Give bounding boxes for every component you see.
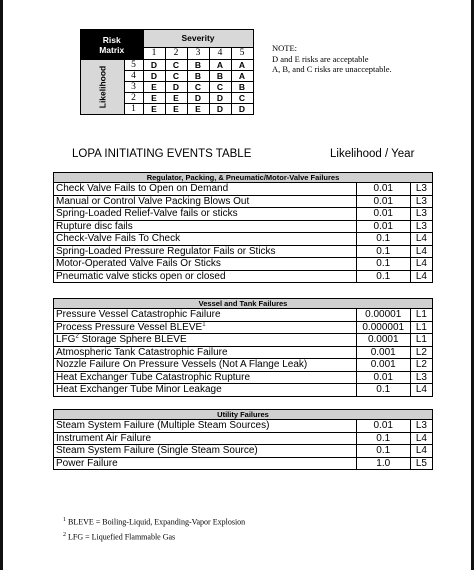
event-name: Instrument Air Failure xyxy=(54,432,357,445)
risk-cell: C xyxy=(165,71,187,82)
likelihood-level-code: L3 xyxy=(410,220,432,233)
risk-cell: E xyxy=(165,104,187,115)
severity-level: 2 xyxy=(165,47,187,59)
event-name: Heat Exchanger Tube Catastrophic Rupture xyxy=(54,371,357,384)
footnote: $^2$ LFG = Liquefied Flammable Gas xyxy=(63,531,176,542)
risk-cell: D xyxy=(165,82,187,93)
table-row xyxy=(54,245,433,258)
likelihood-header: Likelihood xyxy=(81,60,125,115)
risk-cell: C xyxy=(231,93,253,104)
table-row xyxy=(54,309,433,322)
severity-level: 3 xyxy=(187,47,209,59)
event-name: Rupture disc fails xyxy=(54,220,357,233)
event-frequency: 0.001 xyxy=(356,346,410,359)
table-row xyxy=(54,258,433,271)
event-table xyxy=(53,409,433,470)
table-row xyxy=(54,346,433,359)
likelihood-level: 5 xyxy=(124,60,143,71)
risk-cell: D xyxy=(209,93,231,104)
risk-cell: D xyxy=(143,60,165,71)
event-frequency: 0.000001 xyxy=(356,321,410,334)
likelihood-level-code: L4 xyxy=(410,270,432,283)
event-frequency: 0.1 xyxy=(356,258,410,271)
event-name: Spring-Loaded Relief-Valve fails or sticks xyxy=(54,208,357,221)
likelihood-level-code: L2 xyxy=(410,346,432,359)
risk-cell: C xyxy=(187,82,209,93)
likelihood-level-code: L4 xyxy=(410,258,432,271)
risk-cell: B xyxy=(231,82,253,93)
risk-cell: A xyxy=(231,71,253,82)
risk-cell: D xyxy=(231,104,253,115)
severity-level: 4 xyxy=(209,47,231,59)
table-row xyxy=(54,183,433,196)
risk-cell: C xyxy=(209,82,231,93)
likelihood-level-code: L1 xyxy=(410,334,432,347)
risk-cell: B xyxy=(187,71,209,82)
event-table xyxy=(53,172,433,283)
event-name: Spring-Loaded Pressure Regulator Fails or Sticks xyxy=(54,245,357,258)
risk-matrix-title: Risk Matrix xyxy=(81,30,144,60)
likelihood-level-code: L3 xyxy=(410,208,432,221)
risk-cell: E xyxy=(143,104,165,115)
risk-cell: E xyxy=(143,82,165,93)
table-row xyxy=(54,432,433,445)
risk-matrix xyxy=(80,29,254,115)
likelihood-level-code: L2 xyxy=(410,359,432,372)
likelihood-level-code: L4 xyxy=(410,384,432,397)
note-title: NOTE: xyxy=(272,43,298,53)
event-frequency: 0.01 xyxy=(356,420,410,433)
event-name: LFG$^2$ Storage Sphere BLEVE xyxy=(54,334,357,347)
risk-note xyxy=(272,43,392,75)
section-header: Vessel and Tank Failures xyxy=(54,299,433,309)
likelihood-level-code: L1 xyxy=(410,321,432,334)
risk-cell: A xyxy=(209,60,231,71)
table-row xyxy=(54,371,433,384)
table-row xyxy=(54,384,433,397)
event-frequency: 0.1 xyxy=(356,432,410,445)
risk-cell: E xyxy=(187,104,209,115)
event-name: Power Failure xyxy=(54,457,357,470)
event-frequency: 0.0001 xyxy=(356,334,410,347)
severity-level: 1 xyxy=(143,47,165,59)
risk-cell: D xyxy=(187,93,209,104)
likelihood-level: 1 xyxy=(124,104,143,115)
likelihood-level-code: L4 xyxy=(410,445,432,458)
section-header: Utility Failures xyxy=(54,410,433,420)
note-line: A, B, and C risks are unacceptable. xyxy=(272,64,392,74)
event-name: Check-Valve Fails To Check xyxy=(54,233,357,246)
likelihood-level-code: L3 xyxy=(410,195,432,208)
event-name: Pressure Vessel Catastrophic Failure xyxy=(54,309,357,322)
likelihood-level-code: L3 xyxy=(410,420,432,433)
likelihood-level-code: L4 xyxy=(410,233,432,246)
event-frequency: 1.0 xyxy=(356,457,410,470)
event-frequency: 0.01 xyxy=(356,195,410,208)
table-row xyxy=(54,233,433,246)
table-row xyxy=(54,270,433,283)
note-line: D and E risks are acceptable xyxy=(272,53,369,64)
likelihood-column-title: Likelihood / Year xyxy=(330,148,415,160)
table-row xyxy=(54,208,433,221)
risk-cell: D xyxy=(209,104,231,115)
risk-cell: B xyxy=(187,60,209,71)
event-table xyxy=(53,298,433,397)
likelihood-level-code: L5 xyxy=(410,457,432,470)
likelihood-level: 2 xyxy=(124,93,143,104)
table-row xyxy=(54,445,433,458)
risk-cell: A xyxy=(231,60,253,71)
event-frequency: 0.001 xyxy=(356,359,410,372)
likelihood-level-code: L3 xyxy=(410,371,432,384)
event-frequency: 0.01 xyxy=(356,371,410,384)
event-name: Process Pressure Vessel BLEVE$^1$ xyxy=(54,321,357,334)
table-row xyxy=(54,334,433,347)
event-name: Pneumatic valve sticks open or closed xyxy=(54,270,357,283)
event-frequency: 0.01 xyxy=(356,183,410,196)
risk-cell: E xyxy=(143,93,165,104)
event-frequency: 0.1 xyxy=(356,245,410,258)
likelihood-level-code: L4 xyxy=(410,432,432,445)
left-border xyxy=(0,0,3,570)
event-name: Manual or Control Valve Packing Blows Out xyxy=(54,195,357,208)
event-frequency: 0.01 xyxy=(356,208,410,221)
table-title: LOPA INITIATING EVENTS TABLE xyxy=(72,148,252,160)
table-row xyxy=(54,220,433,233)
likelihood-level-code: L4 xyxy=(410,245,432,258)
event-name: Steam System Failure (Single Steam Source) xyxy=(54,445,357,458)
event-frequency: 0.01 xyxy=(356,220,410,233)
event-name: Atmospheric Tank Catastrophic Failure xyxy=(54,346,357,359)
severity-header: Severity xyxy=(143,30,253,48)
event-name: Steam System Failure (Multiple Steam Sources) xyxy=(54,420,357,433)
event-name: Heat Exchanger Tube Minor Leakage xyxy=(54,384,357,397)
event-name: Motor-Operated Valve Fails Or Sticks xyxy=(54,258,357,271)
likelihood-level: 4 xyxy=(124,71,143,82)
risk-cell: B xyxy=(209,71,231,82)
table-row xyxy=(54,195,433,208)
event-frequency: 0.1 xyxy=(356,270,410,283)
table-row xyxy=(54,420,433,433)
risk-cell: D xyxy=(143,71,165,82)
event-frequency: 0.1 xyxy=(356,384,410,397)
table-row xyxy=(54,359,433,372)
event-frequency: 0.00001 xyxy=(356,309,410,322)
event-frequency: 0.1 xyxy=(356,445,410,458)
event-frequency: 0.1 xyxy=(356,233,410,246)
severity-level: 5 xyxy=(231,47,253,59)
event-name: Check Valve Fails to Open on Demand xyxy=(54,183,357,196)
footnotes xyxy=(63,514,245,543)
likelihood-level: 3 xyxy=(124,82,143,93)
risk-cell: E xyxy=(165,93,187,104)
section-header: Regulator, Packing, & Pneumatic/Motor-Valve Failures xyxy=(54,173,433,183)
footnote: $^1$ BLEVE = Boiling-Liquid, Expanding-Vapor Explosion xyxy=(63,517,246,527)
risk-cell: C xyxy=(165,60,187,71)
event-name: Nozzle Failure On Pressure Vessels (Not A Flange Leak) xyxy=(54,359,357,372)
likelihood-level-code: L3 xyxy=(410,183,432,196)
table-row xyxy=(54,457,433,470)
table-row xyxy=(54,321,433,334)
likelihood-level-code: L1 xyxy=(410,309,432,322)
